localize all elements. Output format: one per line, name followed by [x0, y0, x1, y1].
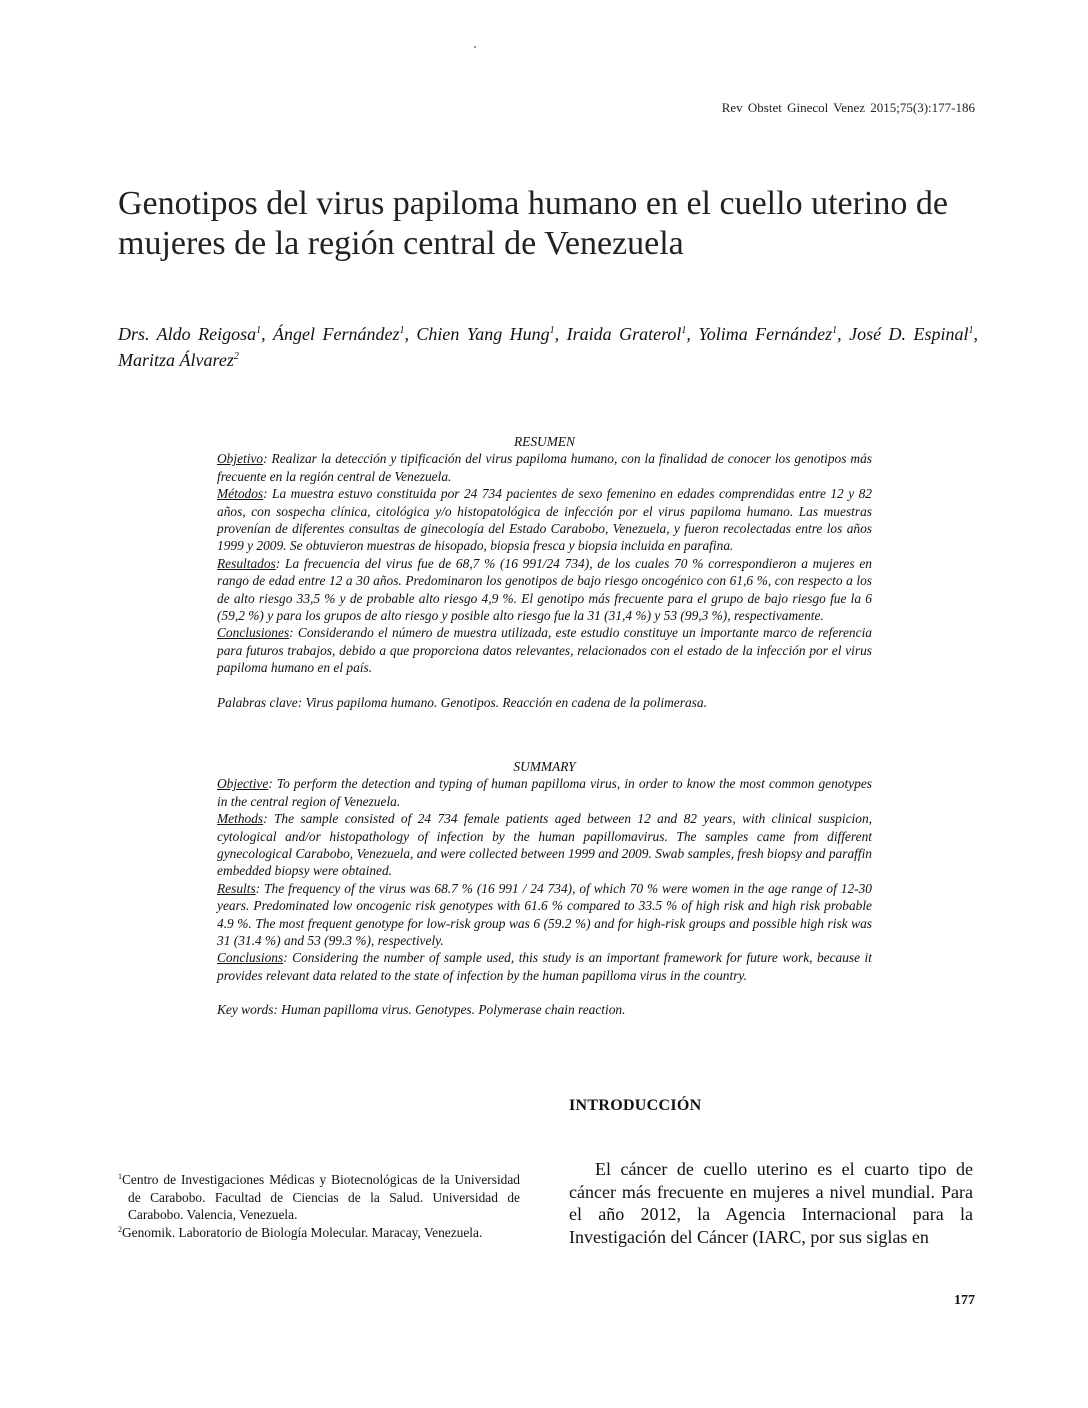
author-name: José D. Espinal [849, 324, 969, 344]
summary-objective [217, 775, 872, 810]
resultados-text: : La frecuencia del virus fue de 68,7 % (16 991/24 734), de los cuales 70 % correspondieron a mujeres en rango de edad entre 12 a 30 años. Predominaron los genotipos de bajo riesgo oncogénico con 61,6 %, con respecto a los de alto riesgo 33,5 % y de probable alto riesgo 4,9 %. El genotipo más frecuente para el grupo de bajo riesgo fue la 6 (59,2 %) y para los grupos de alto riesgo y posible alto riesgo fue la 31 (31,4 %) y 53 (99,3 %), respectivamente. [217, 555, 872, 624]
key-words: Key words: Human papilloma virus. Genotypes. Polymerase chain reaction. [217, 1002, 626, 1018]
author-name: Ángel Fernández [273, 324, 400, 344]
resultados-label: Resultados [217, 555, 276, 571]
methods-text: : The sample consisted of 24 734 female patients aged between 12 and 82 years, with clinical suspicion, cytological and/or histopathology of infection by the human papillomavirus. The samples came from different gynecological Carabobo, Venezuela, and were collected between 1999 and 2009. Swab samples, fresh biopsy and paraffin embedded biopsy were obtained. [217, 811, 872, 879]
article-title: Genotipos del virus papiloma humano en el cuello uterino de mujeres de la región central de Venezuela [118, 185, 948, 262]
affiliations-footnote [118, 1171, 520, 1241]
introduccion-body [569, 1158, 973, 1248]
summary-methods [217, 810, 872, 880]
summary-conclusions [217, 949, 872, 984]
resumen-conclusiones [217, 624, 872, 676]
affiliation-marker: 1 [968, 325, 974, 336]
metodos-text: : La muestra estuvo constituida por 24 734 pacientes de sexo femenino en edades comprendidas entre 12 y 82 años, con sospecha clínica, citológica y/o histopatológica de infección por el virus papiloma humano. Las muestras provenían de diferentes consultas de ginecología del Estado Carabobo, Venezuela, y fueron recolectadas entre los años 1999 y 2009. Se obtuvieron muestras de hisopado, biopsia fresca y biopsia incluida en parafina. [217, 486, 872, 554]
affiliation-marker: 1 [549, 325, 555, 336]
scan-mark [474, 46, 476, 48]
objective-label: Objective [217, 776, 269, 792]
affiliation-marker: 1 [681, 325, 687, 336]
results-text: : The frequency of the virus was 68.7 % (16 991 / 24 734), of which 70 % were women in the age range of 12-30 years. Predominated low oncogenic risk genotypes with 61.6 % compared to 33.5 % of high risk and high risk probable 4.9 %. The most frequent genotype for low-risk group was 6 (59.2 %) and for high-risk groups and possible high risk was 31 (31.4 %) and 53 (99.3 %), respectively. [217, 880, 872, 949]
affiliation-item [118, 1171, 520, 1224]
summary-heading: SUMMARY [513, 759, 576, 774]
affiliation-text: Centro de Investigaciones Médicas y Biotecnológicas de la Universidad de Carabobo. Facultad de Ciencias de la Salud. Universidad de Carabobo. Valencia, Venezuela. [122, 1172, 520, 1222]
affiliation-number: 1 [118, 1172, 122, 1181]
conclusions-label: Conclusions [217, 950, 284, 966]
affiliation-marker: 1 [256, 325, 262, 336]
introduccion-paragraph: El cáncer de cuello uterino es el cuarto tipo de cáncer más frecuente en mujeres a nivel mundial. Para el año 2012, la Agencia Internacional para la Investigación del Cáncer (IARC, por sus siglas en [569, 1159, 973, 1247]
affiliation-item [118, 1224, 520, 1242]
conclusions-text: : Considering the number of sample used, this study is an important framework for future work, because it provides relevant data related to the state of infection by the human papilloma virus in the country. [217, 950, 872, 983]
resumen-objetivo [217, 450, 872, 485]
affiliation-marker: 1 [832, 325, 838, 336]
objetivo-label: Objetivo [217, 451, 264, 467]
summary-results [217, 880, 872, 950]
summary-section [217, 758, 872, 1019]
author-list: Drs. Aldo Reigosa$^1$, Ángel Fernández$^1$, Chien Yang Hung$^1$, Iraida Graterol$^1$, Yolima Fernández$^1$, José D. Espinal$^1$, Maritza Álvarez$^2$ [118, 324, 979, 370]
author-name: Drs. Aldo Reigosa [118, 324, 257, 344]
objective-text: : To perform the detection and typing of human papilloma virus, in order to know the most common genotypes in the central region of Venezuela. [217, 776, 872, 809]
methods-label: Methods [217, 811, 264, 827]
palabras-clave: Palabras clave: Virus papiloma humano. Genotipos. Reacción en cadena de la polimerasa. [217, 694, 707, 710]
affiliation-marker: 1 [399, 325, 405, 336]
affiliation-text: Genomik. Laboratorio de Biología Molecular. Maracay, Venezuela. [122, 1224, 483, 1240]
results-label: Results [217, 880, 256, 896]
author-name: Maritza Álvarez [118, 350, 234, 370]
affiliation-number: 2 [118, 1224, 122, 1234]
journal-reference: Rev Obstet Ginecol Venez 2015;75(3):177-186 [721, 100, 975, 115]
page-number: 177 [954, 1293, 975, 1308]
resumen-metodos [217, 485, 872, 555]
objetivo-text: : Realizar la detección y tipificación del virus papiloma humano, con la finalidad de conocer los genotipos más frecuente en la región central de Venezuela. [217, 451, 872, 484]
author-name: Iraida Graterol [566, 324, 682, 344]
resumen-section [217, 433, 872, 711]
resumen-resultados [217, 555, 872, 625]
author-name: Chien Yang Hung [416, 324, 550, 344]
conclusiones-text: : Considerando el número de muestra utilizada, este estudio constituye un importante marco de referencia para futuros trabajos, debido a que proporciona datos relevantes, relacionados con el estado de la infección por el virus papiloma humano en el país. [217, 625, 872, 676]
conclusiones-label: Conclusiones [217, 625, 290, 641]
resumen-heading: RESUMEN [514, 434, 575, 449]
author-name: Yolima Fernández [698, 324, 833, 344]
introduccion-heading: INTRODUCCIÓN [569, 1097, 702, 1114]
affiliation-marker: 2 [233, 351, 239, 362]
metodos-label: Métodos [217, 486, 264, 502]
